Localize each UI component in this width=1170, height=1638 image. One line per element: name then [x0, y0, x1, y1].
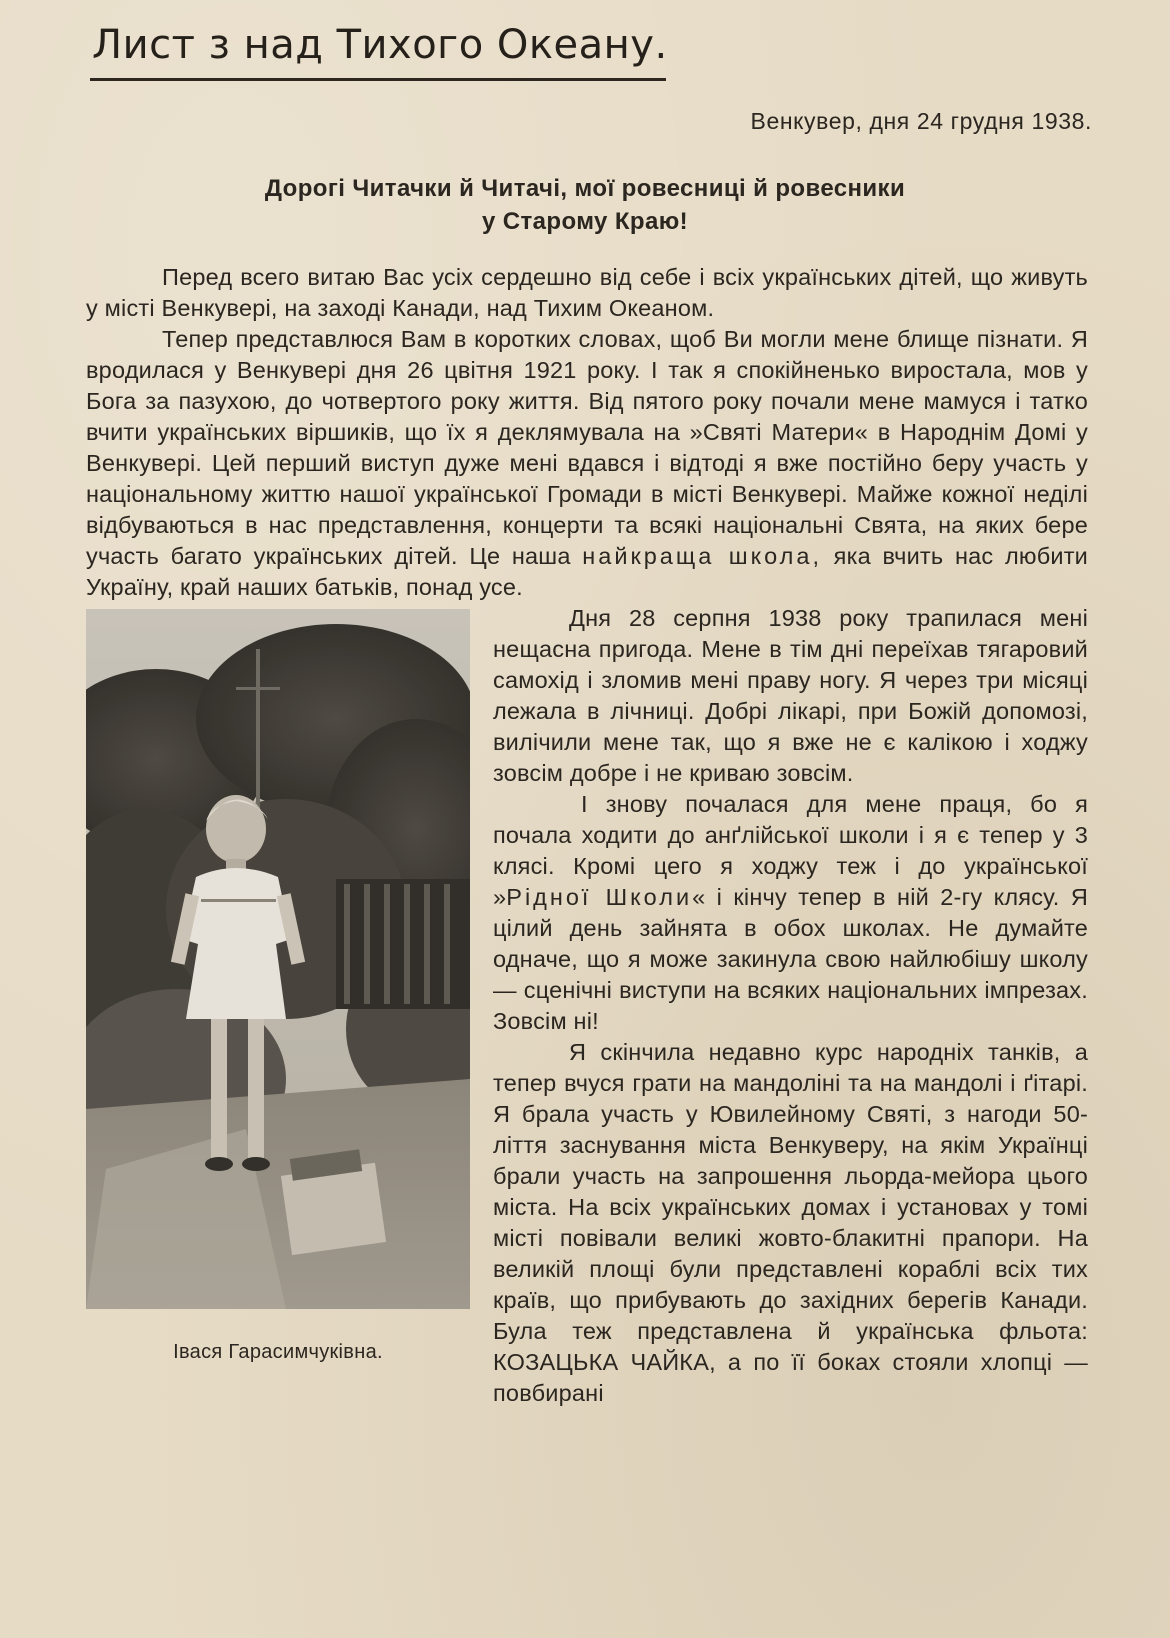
greeting	[140, 172, 1030, 238]
paragraph-2	[86, 324, 1088, 603]
paragraph-4-end: « і кінчу тепер в ній 2-гу клясу. Я цілий день зайнята в обох школах. Не думайте одначе, що я може закинула свою найлюбішу школу — сценічні виступи на всяких національних імпрезах. Зовсім ні!	[493, 884, 1088, 1034]
title-underline	[90, 78, 666, 81]
greeting-line-1: Дорогі Читачки й Читачі, мої ровесниці й ровесники	[264, 175, 906, 202]
paragraph-2-end: яка вчить нас любити Україну, край наших батьків, понад усе.	[86, 543, 1089, 600]
page-title: Лист з над Тихого Океану.	[92, 22, 668, 68]
letter-body	[86, 262, 1088, 1429]
greeting-line-2: у Старому Краю!	[481, 208, 689, 235]
paragraph-5: Я скінчила недавно курс народніх танків, а тепер вчуся грати на мандоліні та на мандолі і ґітарі. Я брала участь у Ювилейному Святі, з нагоди 50-ліття заснування міста Венкуверу, на якім Українці брали участь на запрошення льорда-мейора цього міста. На всіх українських домах і установах у томі місті повівали великі жовто-блакитні прапори. На великій площі були представлені кораблі всіх тих країв, що прибувають до західних берегів Канади. Була теж представлена й українська фльота: КОЗАЦЬКА ЧАЙКА, а по її боках стояли хлопці — повбирані	[493, 1039, 1088, 1406]
paragraph-4-text: І знову почалася для мене праця, бо я почала ходити до анґлійської школи і я є тепер у 3 клясі. Кромі цего я ходжу теж і до української »	[493, 791, 1088, 910]
photo-caption: Івася Гарасимчуківна.	[173, 1341, 383, 1363]
paragraph-1: Перед всего витаю Вас усіх сердешно від себе і всіх українських дітей, що живуть у місті Венкувері, на заході Канади, над Тихим Океаном.	[86, 264, 1088, 321]
dateline: Венкувер, дня 24 грудня 1938.	[750, 108, 1092, 134]
portrait-photo-image	[86, 609, 470, 1309]
paragraph-3: Дня 28 серпня 1938 року трапилася мені нещасна пригода. Мене в тім дні переїхав тягаровий самохід і зломив мені праву ногу. Я через три місяці лежала в лічниці. Добрі лікарі, при Божій допомозі, вилічили мене так, що я вже не є калікою і ходжу зовсім добре і не криваю зовсім.	[493, 605, 1088, 786]
photo-block	[86, 609, 481, 1429]
portrait-photo	[86, 609, 470, 1309]
paragraph-4-spaced: Рідної Школи	[506, 884, 693, 910]
paragraph-2-spaced: найкраща школа,	[582, 543, 822, 569]
paragraph-2-text: Тепер представлюся Вам в коротких словах, щоб Ви могли мене блище пізнати. Я вродилася у Венкувері дня 26 цвітня 1921 року. І так я спокійненько виростала, мов у Бога за пазухою, до чотвертого року життя. Від пятого року почали мене мамуся і татко вчити українських віршиків, що їх я деклямувала на »Святі Матери« в Народнім Домі у Венкувері. Цей перший виступ дуже мені вдався і відтоді я вже постійно беру участь у національному життю нашої української Громади в місті Венкувері. Майже кожної неділі відбуваються в нас представлення, концерти та всякі національні Свята, на яких бере участь багато українських дітей. Це наша	[86, 326, 1088, 569]
